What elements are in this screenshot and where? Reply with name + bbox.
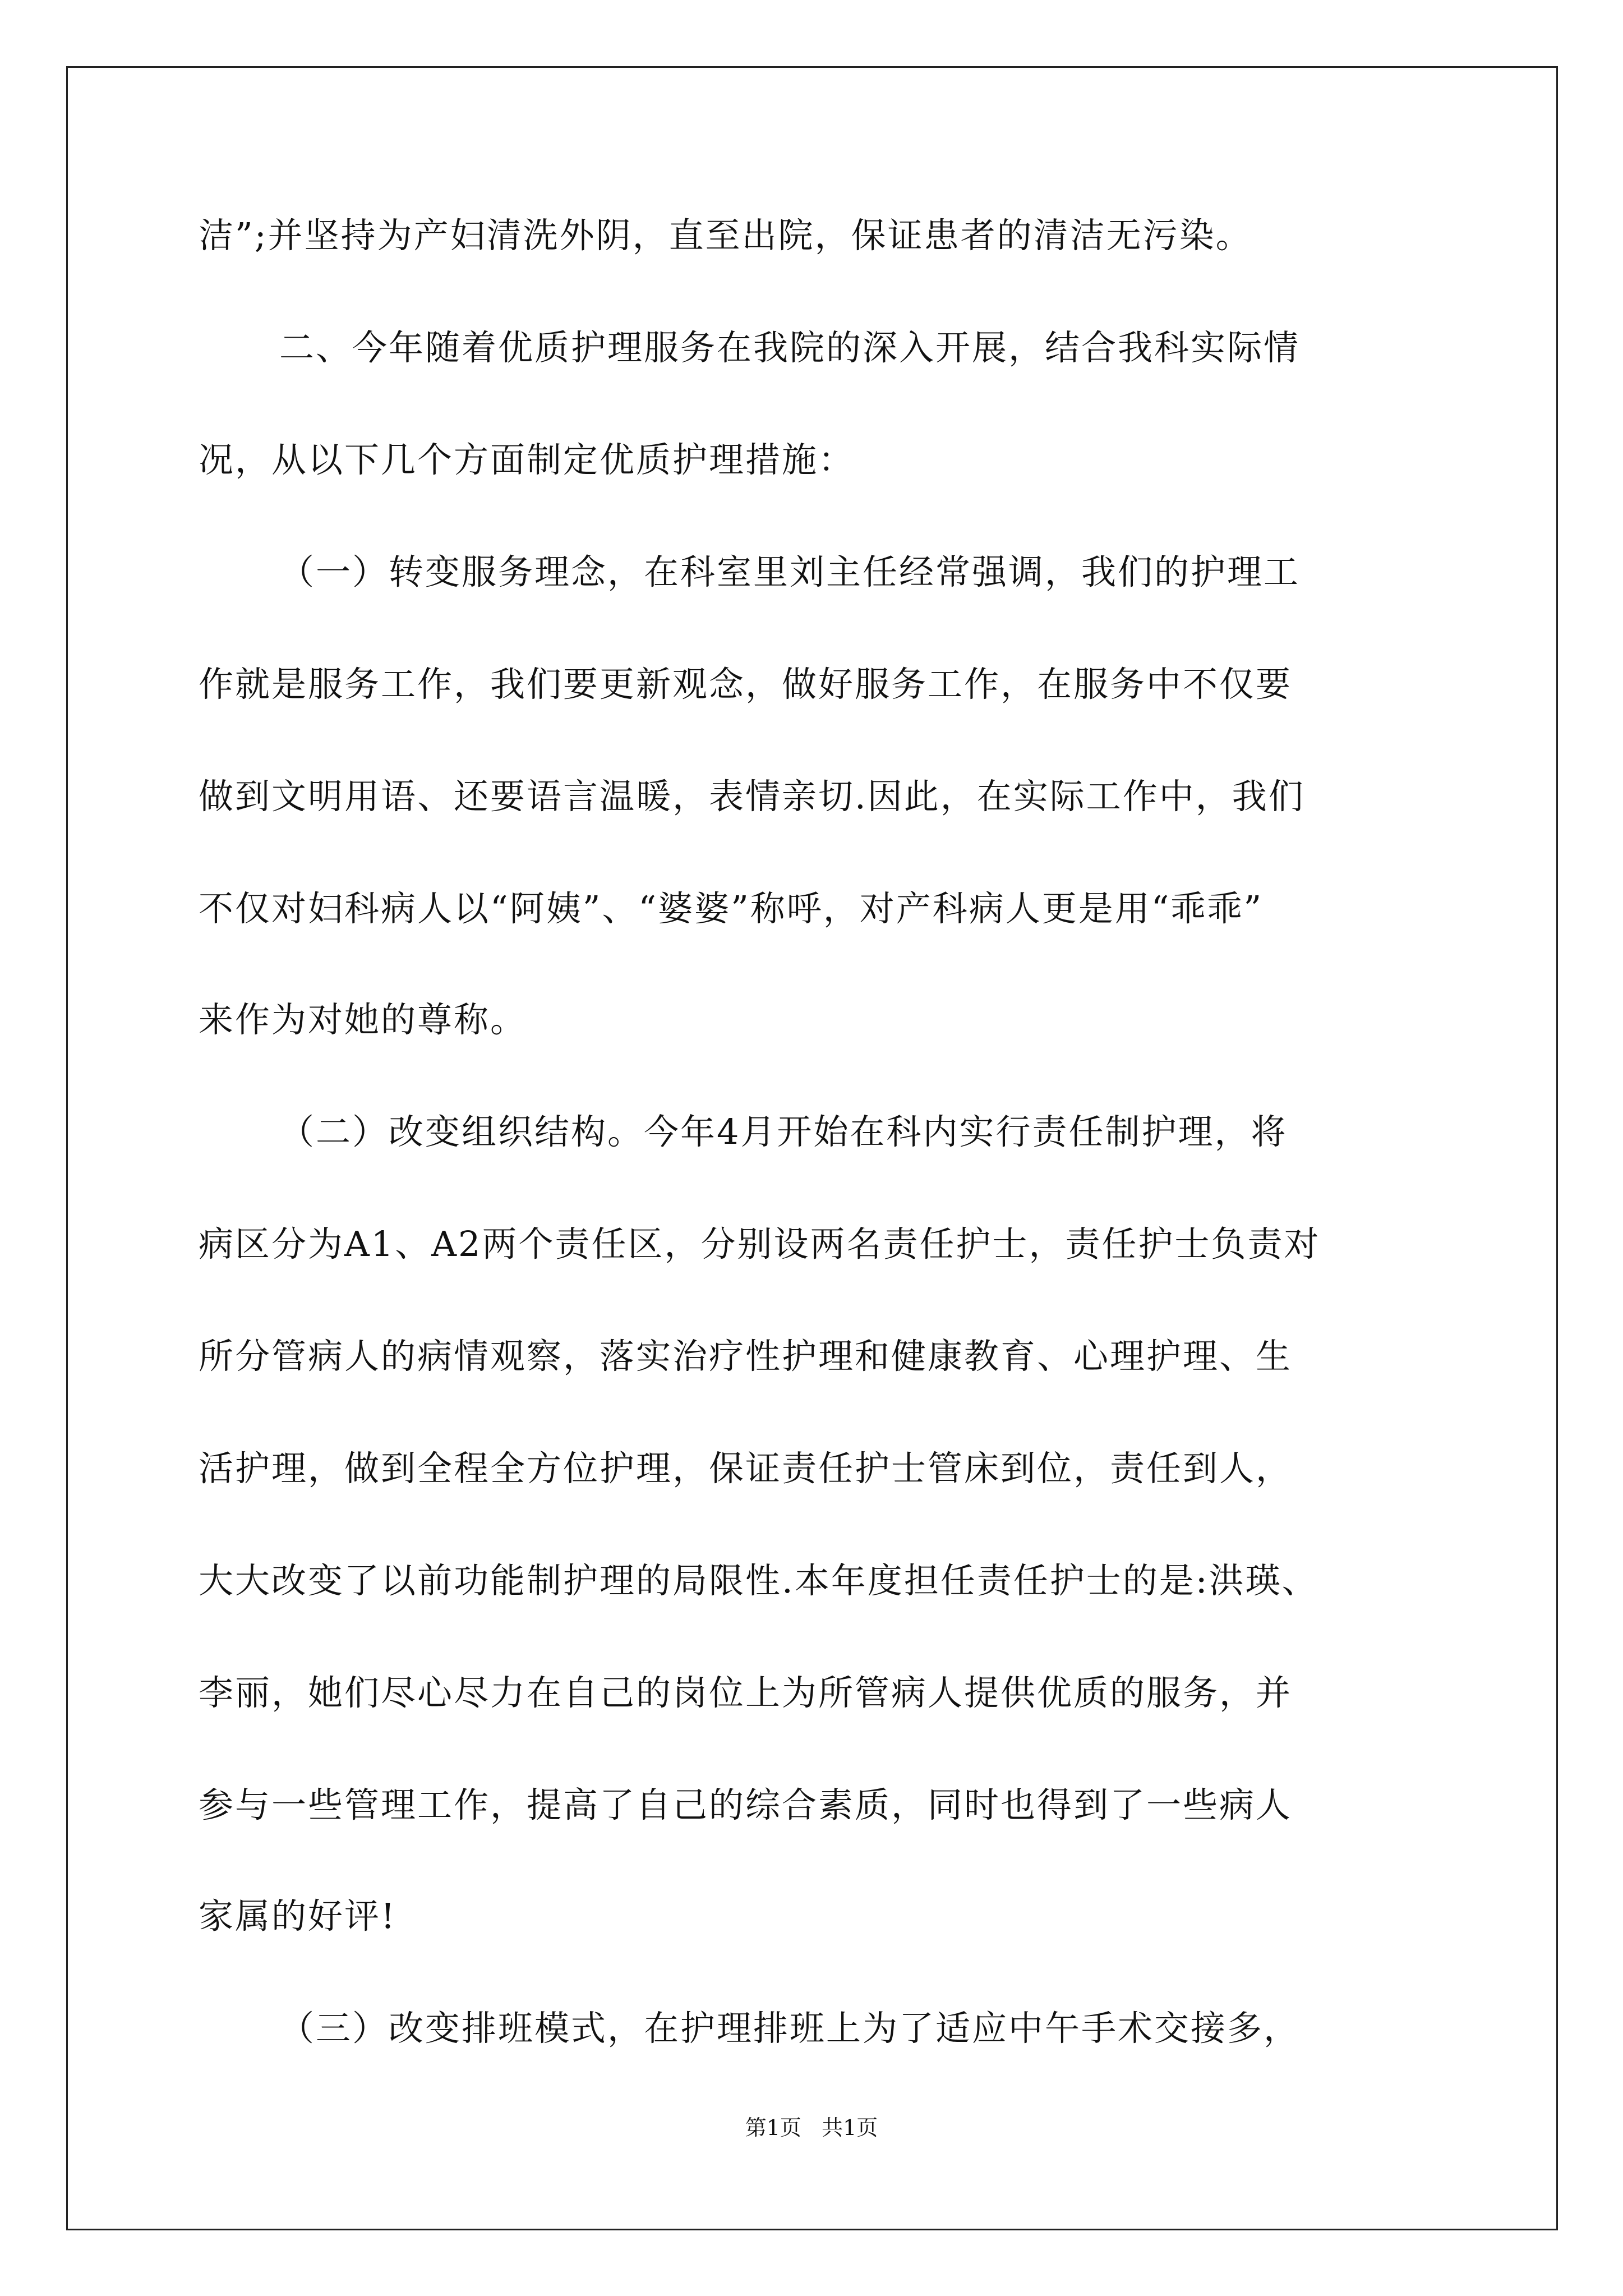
text-line-5: 作就是服务工作，我们要更新观念，做好服务工作，在服务中不仅要 [199, 664, 1293, 705]
text-line-12: 活护理，做到全程全方位护理，保证责任护士管床到位，责任到人， [199, 1448, 1293, 1489]
page-footer: 第1页 共1页 [745, 2115, 878, 2140]
text-line-1: 洁”;并坚持为产妇清洗外阴，直至出院，保证患者的清洁无污染。 [199, 215, 1252, 256]
text-line-6: 做到文明用语、还要语言温暖，表情亲切.因此，在实际工作中，我们 [199, 776, 1305, 817]
text-line-2: 二、今年随着优质护理服务在我院的深入开展，结合我科实际情 [279, 327, 1301, 368]
text-line-4: （一）转变服务理念，在科室里刘主任经常强调，我们的护理工 [279, 551, 1301, 592]
text-line-14: 李丽，她们尽心尽力在自己的岗位上为所管病人提供优质的服务，并 [199, 1672, 1293, 1713]
text-line-9: （二）改变组织结构。今年4月开始在科内实行责任制护理，将 [279, 1111, 1288, 1152]
text-line-15: 参与一些管理工作，提高了自己的综合素质，同时也得到了一些病人 [199, 1784, 1293, 1825]
text-line-16: 家属的好评! [199, 1895, 396, 1936]
text-line-3: 况，从以下几个方面制定优质护理措施： [199, 439, 855, 480]
text-line-10: 病区分为A1、A2两个责任区，分别设两名责任护士，责任护士负责对 [199, 1223, 1321, 1264]
text-line-7: 不仅对妇科病人以“阿姨”、“婆婆”称呼，对产科病人更是用“乖乖” [199, 888, 1264, 929]
text-line-11: 所分管病人的病情观察，落实治疗性护理和健康教育、心理护理、生 [199, 1336, 1293, 1377]
text-line-13: 大大改变了以前功能制护理的局限性.本年度担任责任护士的是:洪瑛、 [199, 1560, 1318, 1601]
text-line-17: （三）改变排班模式，在护理排班上为了适应中午手术交接多， [279, 2008, 1301, 2049]
text-line-8: 来作为对她的尊称。 [199, 999, 527, 1040]
